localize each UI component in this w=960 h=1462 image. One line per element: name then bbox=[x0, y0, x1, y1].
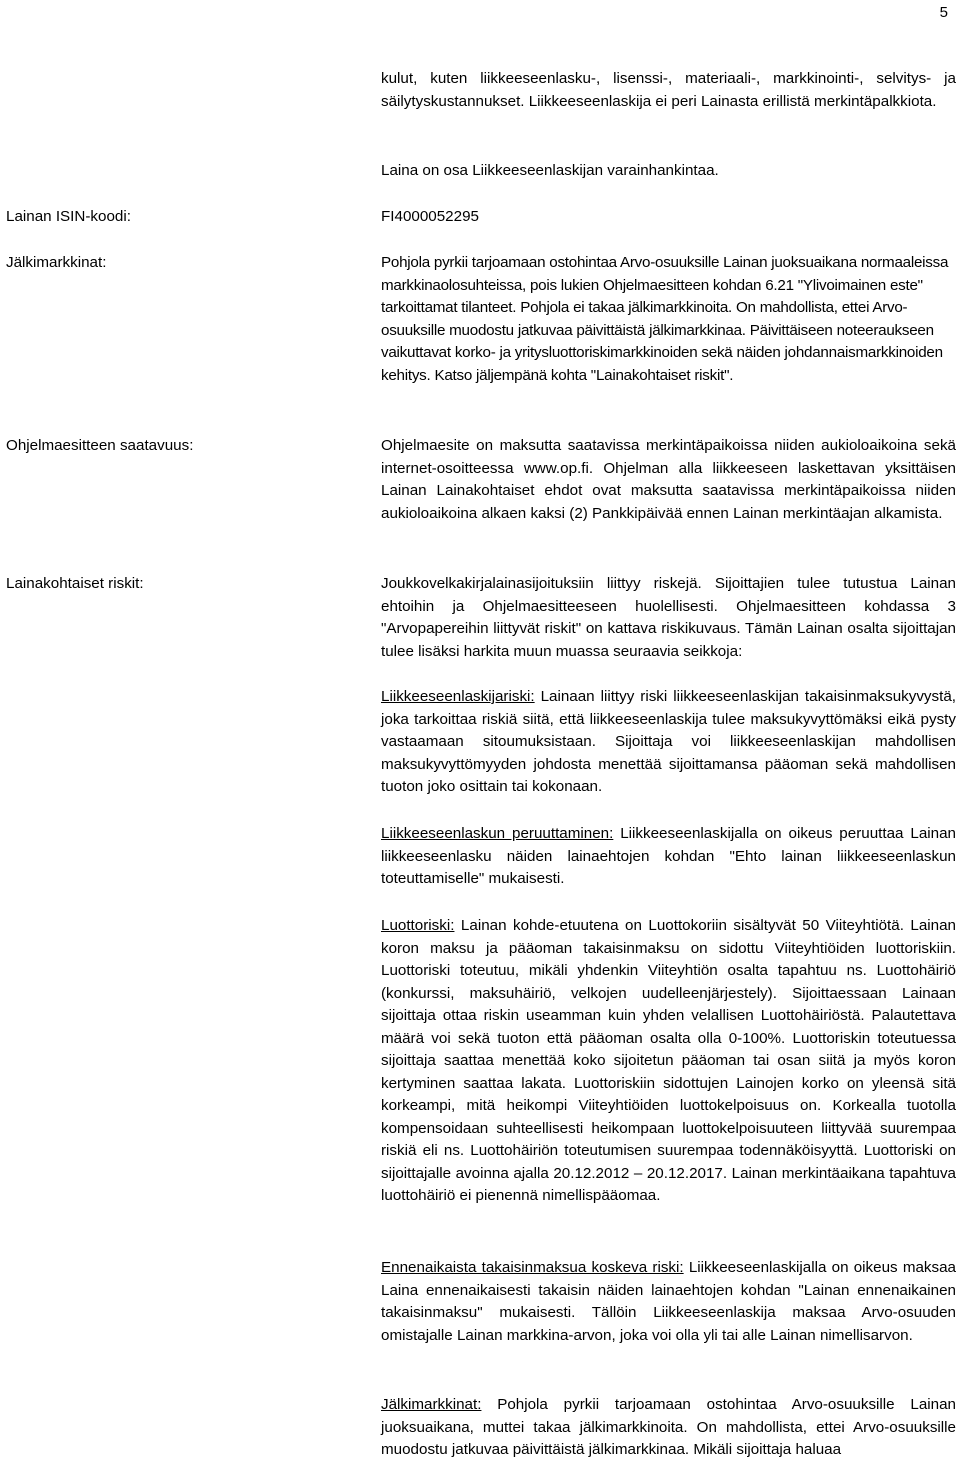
prospectus-availability-text: Ohjelmaesite on maksutta saatavissa merkintäpaikoissa niiden aukioloaikoina sekä internet-osoitteessa www.op.fi. Ohjelman alla liikkeeseen laskettavan yksittäisen Lainan Lainakohtaiset ehdot ovat maksutta saatavissa merkintäpaikoissa niiden aukioloaikoina alkaen kaksi (2) Pankkipäivää ennen Lainan merkintäajan alkamista. bbox=[381, 437, 956, 522]
intro-paragraph-funding bbox=[381, 160, 956, 183]
risk-item-secondary-market bbox=[381, 1394, 956, 1462]
prospectus-availability-label: Ohjelmaesitteen saatavuus: bbox=[6, 437, 194, 454]
risk-item-text: Pohjola pyrkii tarjoamaan ostohintaa Arvo-osuuksille Lainan juoksuaikana, muttei takaa jälkimarkkinoita. On mahdollista, ettei Arvo-osuuksille muodostu jatkuvaa päivittäistä jälkimarkkinaa. Mikäli sijoittaja haluaa bbox=[381, 1396, 956, 1458]
risk-item-title: Luottoriski: bbox=[381, 917, 455, 934]
intro-funding-text: Laina on osa Liikkeeseenlaskijan varainhankintaa. bbox=[381, 162, 719, 179]
risk-item-text: Lainaan liittyy riski liikkeeseenlaskijan takaisinmaksukyvystä, joka tarkoittaa riskiä siitä, että liikkeeseenlaskija tulee maksukyvyttömäksi eikä pysty vastaamaan sitoumuksistaan. Sijoittaja voi liikkeeseenlaskijan mahdollisen maksukyvyttömyyden johdosta menettää sijoittamansa pääoman sekä mahdollisen tuoton joko osittain tai kokonaan. bbox=[381, 688, 956, 795]
secondary-market-text: Pohjola pyrkii tarjoamaan ostohintaa Arvo-osuuksille Lainan juoksuaikana normaaleissa markkinaolosuhteissa, pois lukien Ohjelmaesitteen kohdan 6.21 "Ylivoimainen este" tarkoittamat tilanteet. Pohjola ei takaa jälkimarkkinoita. On mahdollista, ettei Arvo-osuuksille muodostu jatkuvaa päivittäistä jälkimarkkinaa. Päivittäiseen noteeraukseen vaikuttavat korko- ja yritysluottoriskimarkkinoiden sekä näiden johdannaismarkkinoiden kehitys. Katso jäljempänä kohta "Lainakohtaiset riskit". bbox=[381, 254, 949, 384]
loan-risks-intro bbox=[381, 573, 956, 663]
risk-item-text: Lainan kohde-etuutena on Luottokoriin sisältyvät 50 Viiteyhtiötä. Lainan koron maksu ja pääoman takaisinmaksu on sidottu Viiteyhtiöiden luottoriskiin. Luottoriski toteutuu, mikäli yhdenkin Viiteyhtiön osalta tapahtuu ns. Luottohäiriö (konkurssi, maksuhäiriö, velkojen uudelleenjärjestely). Sijoittaessaan Lainaan sijoittaja ottaa riskin useamman kuin yhden velallisen Luottohäiriöstä. Palautettava määrä voi sekä tuoton että pääoman osalta olla 0-100%. Luottoriskin toteutuessa sijoittaja saattaa menettää koko sijoitetun pääoman tai osan siitä ja myös koron kertyminen saattaa lakata. Luottoriskiin sidottujen Lainojen korko on yleensä sitä korkeampi, mitä heikompi Viiteyhtiöiden luottokelpoisuus on. Korkealla tuotolla kompensoidaan suhteellisesti heikompaan luottokelpoisuuteen liittyvää suurempaa riskiä eli ns. Luottohäiriön toteutumisen suurempaa todennäköisyyttä. Luottoriski on sijoittajalle avoinna ajalla 20.12.2012 – 20.12.2017. Lainan merkintäaikana tapahtuva luottohäiriö ei pienennä nimellispääomaa. bbox=[381, 917, 956, 1204]
prospectus-availability-section bbox=[381, 435, 956, 525]
intro-text: kulut, kuten liikkeeseenlasku-, lisenssi-, materiaali-, markkinointi-, selvitys- ja säilytyskustannukset. Liikkeeseenlaskija ei peri Lainasta erillistä merkintäpalkkiota. bbox=[381, 70, 956, 110]
loan-risks-label: Lainakohtaiset riskit: bbox=[6, 575, 144, 592]
risk-item-title: Liikkeeseenlaskijariski: bbox=[381, 688, 535, 705]
page-number: 5 bbox=[939, 4, 948, 21]
secondary-market-section bbox=[381, 252, 956, 387]
risk-item-title: Liikkeeseenlaskun peruuttaminen: bbox=[381, 825, 614, 842]
risk-item-cancellation bbox=[381, 823, 956, 891]
risk-item-text: Liikkeeseenlaskijalla on oikeus peruuttaa Lainan liikkeeseenlasku näiden lainaehtojen kohdan "Ehto lainan liikkeeseenlaskun toteuttamiselle" mukaisesti. bbox=[381, 825, 956, 887]
risk-item-text: Liikkeeseenlaskijalla on oikeus maksaa Laina ennenaikaisesti takaisin näiden lainaehtojen kohdan "Lainan ennenaikainen takaisinmaksu" mukaisesti. Tällöin Liikkeeseenlaskija maksaa Arvo-osuuden omistajalle Lainan markkina-arvon, joka voi olla yli tai alle Lainan nimellisarvon. bbox=[381, 1259, 957, 1344]
loan-risks-intro-text: Joukkovelkakirjalainasijoituksiin liittyy riskejä. Sijoittajien tulee tutustua Lainan ehtoihin ja Ohjelmaesitteeseen huolellisesti. Ohjelmaesitteen kohdassa 3 "Arvopapereihin liittyvät riskit" on kattava riskikuvaus. Tämän Lainan osalta sijoittajan tulee lisäksi harkita muun muassa seuraavia seikkoja: bbox=[381, 575, 956, 660]
risk-item-credit bbox=[381, 915, 956, 1208]
risk-item-issuer bbox=[381, 686, 956, 799]
risk-item-title: Ennenaikaista takaisinmaksua koskeva riski: bbox=[381, 1259, 684, 1276]
risk-item-early-repayment bbox=[381, 1257, 956, 1347]
intro-paragraph-costs bbox=[381, 68, 956, 113]
isin-label: Lainan ISIN-koodi: bbox=[6, 208, 131, 225]
isin-value: FI4000052295 bbox=[381, 208, 479, 225]
risk-item-title: Jälkimarkkinat: bbox=[381, 1396, 482, 1413]
secondary-market-label: Jälkimarkkinat: bbox=[6, 254, 107, 271]
